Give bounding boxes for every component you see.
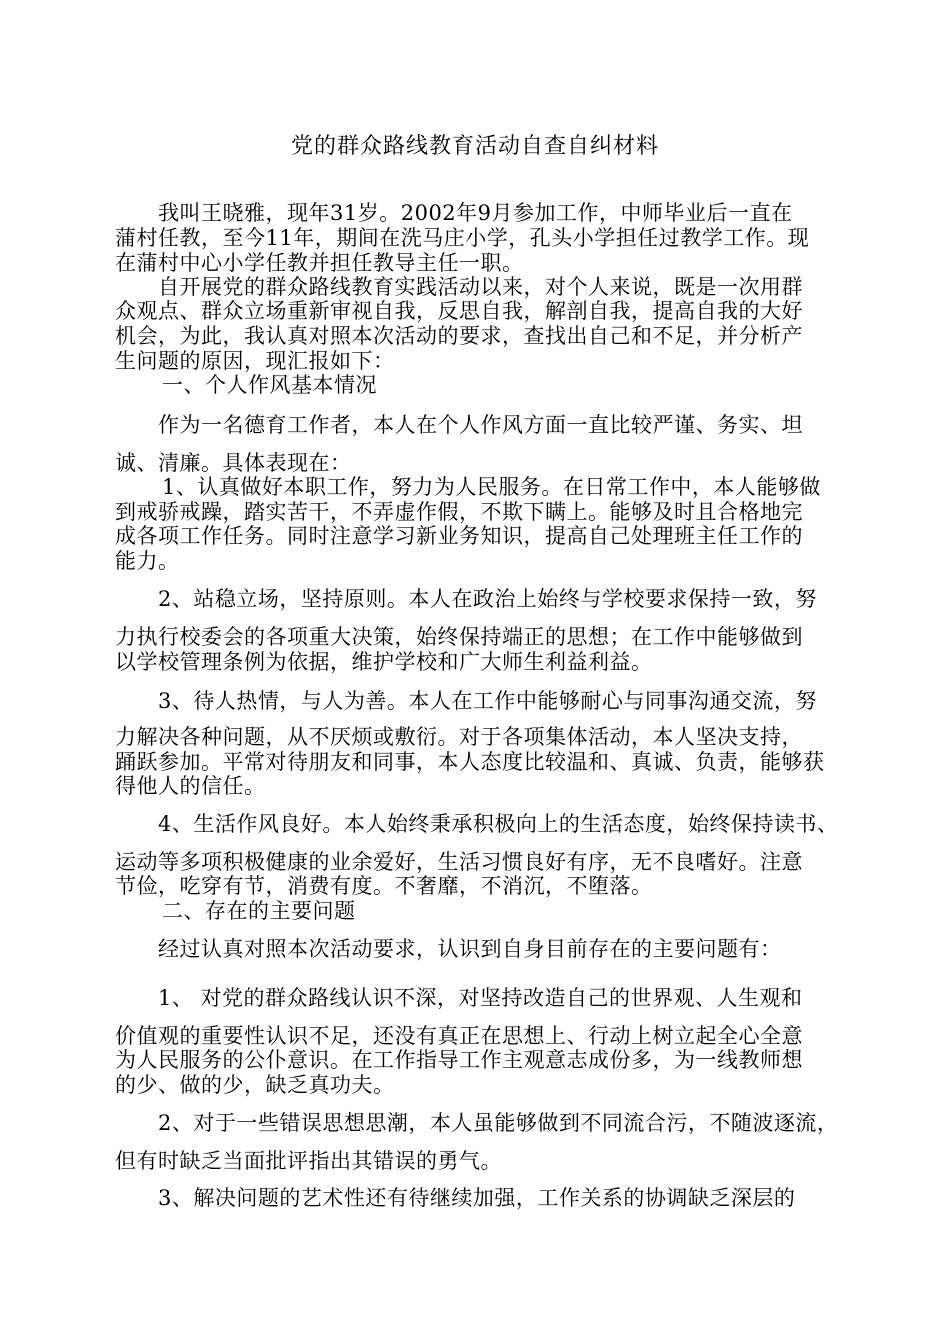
section-heading: 二、存在的主要问题 [162, 899, 356, 923]
paragraph-line: 踊跃参加。平常对待朋友和同事，本人态度比较温和、真诚、负责，能够获 [115, 750, 825, 774]
paragraph-line: 4、生活作风良好。本人始终秉承积极向上的生活态度，始终保持读书、 [158, 812, 839, 836]
paragraph-line: 3、待人热情，与人为善。本人在工作中能够耐心与同事沟通交流，努 [158, 689, 817, 713]
paragraph-line: 在蒲村中心小学任教并担任教导主任一职。 [115, 251, 524, 275]
paragraph-line: 我叫王晓雅，现年31岁。2002年9月参加工作，中师毕业后一直在 [158, 201, 793, 225]
paragraph-line: 经过认真对照本次活动要求，认识到自身目前存在的主要问题有： [158, 937, 782, 961]
paragraph-line: 3、解决问题的艺术性还有待继续加强，工作关系的协调缺乏深层的 [158, 1186, 796, 1210]
paragraph-line: 力解决各种问题，从不厌烦或敷衍。对于各项集体活动，本人坚决支持， [115, 725, 803, 749]
paragraph-line: 作为一名德育工作者，本人在个人作风方面一直比较严谨、务实、坦 [158, 413, 803, 437]
paragraph-line: 机会，为此，我认真对照本次活动的要求，查找出自己和不足，并分析产 [115, 324, 803, 348]
paragraph-line: 诚、清廉。具体表现在： [115, 451, 352, 475]
paragraph-line: 但有时缺乏当面批评指出其错误的勇气。 [115, 1149, 502, 1173]
paragraph-line: 自开展党的群众路线教育实践活动以来，对个人来说，既是一次用群 [158, 275, 803, 299]
paragraph-line: 力执行校委会的各项重大决策，始终保持端正的思想；在工作中能够做到 [115, 625, 803, 649]
paragraph-line: 成各项工作任务。同时注意学习新业务知识，提高自己处理班主任工作的 [115, 524, 803, 548]
paragraph-line: 1、 对党的群众路线认识不深，对坚持改造自己的世界观、人生观和 [158, 986, 803, 1010]
paragraph-line: 能力。 [115, 549, 180, 573]
paragraph-line: 众观点、群众立场重新审视自我，反思自我，解剖自我，提高自我的大好 [115, 299, 803, 323]
paragraph-line: 节俭，吃穿有节，消费有度。不奢靡，不消沉，不堕落。 [115, 874, 653, 898]
paragraph-line: 以学校管理条例为依据，维护学校和广大师生利益利益。 [115, 650, 653, 674]
paragraph-line: 1、认真做好本职工作，努力为人民服务。在日常工作中，本人能够做 [162, 475, 821, 499]
paragraph-line: 运动等多项积极健康的业余爱好，生活习惯良好有序，无不良嗜好。注意 [115, 850, 803, 874]
section-heading: 一、个人作风基本情况 [162, 373, 377, 397]
paragraph-line: 到戒骄戒躁，踏实苦干，不弄虚作假，不欺下瞒上。能够及时且合格地完 [115, 500, 803, 524]
paragraph-line: 生问题的原因，现汇报如下： [115, 349, 395, 373]
paragraph-line: 蒲村任教，至今11年，期间在洗马庄小学，孔头小学担任过教学工作。现 [115, 226, 810, 250]
paragraph-line: 得他人的信任。 [115, 774, 266, 798]
paragraph-line: 2、对于一些错误思想思潮，本人虽能够做到不同流合污，不随波逐流， [158, 1111, 839, 1135]
paragraph-line: 2、站稳立场，坚持原则。本人在政治上始终与学校要求保持一致，努 [158, 587, 817, 611]
paragraph-line: 的少、做的少，缺乏真功夫。 [115, 1073, 395, 1097]
paragraph-line: 为人民服务的公仆意识。在工作指导工作主观意志成份多，为一线教师想 [115, 1048, 803, 1072]
paragraph-line: 价值观的重要性认识不足，还没有真正在思想上、行动上树立起全心全意 [115, 1024, 803, 1048]
document-title: 党的群众路线教育活动自查自纠材料 [290, 134, 659, 159]
